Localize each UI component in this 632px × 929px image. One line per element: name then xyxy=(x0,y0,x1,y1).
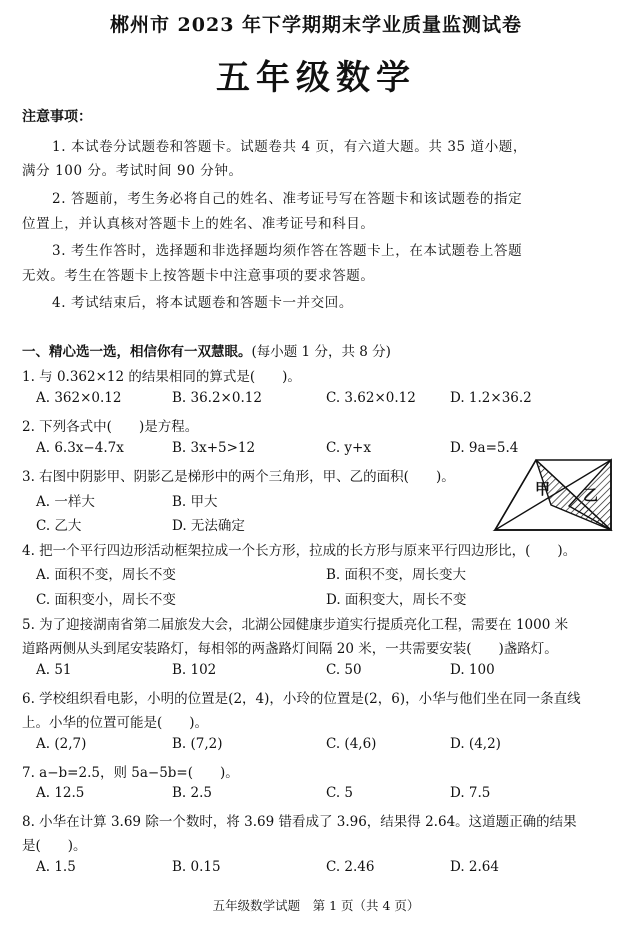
option-c[interactable]: C. 50 xyxy=(326,662,362,678)
question-stem: 4. 把一个平行四边形活动框架拉成一个长方形，拉成的长方形与原来平行四边形比，( )。 xyxy=(22,543,577,559)
trapezoid-figure xyxy=(491,458,615,536)
option-d[interactable]: D. (4,2) xyxy=(450,736,501,752)
notice-line: 4. 考试结束后，将本试题卷和答题卡一并交回。 xyxy=(52,295,353,311)
section-title: 一、精心选一选，相信你有一双慧眼。 xyxy=(22,344,252,360)
notice-line: 3. 考生作答时，选择题和非选择题均须作答在答题卡上，在本试题卷上答题 xyxy=(52,243,523,259)
notice-line: 无效。考生在答题卡上按答题卡中注意事项的要求答题。 xyxy=(22,268,375,284)
exam-title: 郴州市 2023 年下学期期末学业质量监测试卷 xyxy=(109,14,523,36)
option-d[interactable]: D. 7.5 xyxy=(450,785,491,801)
option-b[interactable]: B. 甲大 xyxy=(172,494,218,510)
question-stem-cont: 是( )。 xyxy=(22,838,87,854)
option-b[interactable]: B. 36.2×0.12 xyxy=(172,390,262,406)
option-b[interactable]: B. 3x+5>12 xyxy=(172,440,256,456)
option-d[interactable]: D. 面积变大，周长不变 xyxy=(326,592,467,608)
option-b[interactable]: B. 2.5 xyxy=(172,785,212,801)
option-d[interactable]: D. 100 xyxy=(450,662,495,678)
option-c[interactable]: C. 3.62×0.12 xyxy=(326,390,416,406)
option-b[interactable]: B. 面积不变，周长变大 xyxy=(326,567,467,583)
notice-line: 满分 100 分。考试时间 90 分钟。 xyxy=(22,163,243,179)
option-b[interactable]: B. 102 xyxy=(172,662,217,678)
trapezoid-diagram xyxy=(491,458,615,532)
option-a[interactable]: A. 362×0.12 xyxy=(36,390,122,406)
notice-heading: 注意事项： xyxy=(22,109,92,125)
question-stem-cont: 道路两侧从头到尾安装路灯，每相邻的两盏路灯间隔 20 米，一共需要安装( )盏路灯。 xyxy=(22,641,558,657)
question-stem: 7. a−b=2.5，则 5a−5b=( )。 xyxy=(22,765,239,781)
question-stem: 6. 学校组织看电影，小明的位置是(2，4)，小玲的位置是(2，6)，小华与他们坐在同一条直线 xyxy=(22,691,581,707)
question-stem: 3. 右图中阴影甲、阴影乙是梯形中的两个三角形，甲、乙的面积( )。 xyxy=(22,469,455,485)
option-d[interactable]: D. 9a=5.4 xyxy=(450,440,519,456)
question-stem: 5. 为了迎接湖南省第二届旅发大会，北湖公园健康步道实行提质亮化工程，需要在 1000 米 xyxy=(22,617,569,633)
option-a[interactable]: A. 一样大 xyxy=(36,494,95,510)
option-c[interactable]: C. 5 xyxy=(326,785,354,801)
option-a[interactable]: A. 1.5 xyxy=(36,859,76,875)
option-c[interactable]: C. y+x xyxy=(326,440,371,456)
option-b[interactable]: B. (7,2) xyxy=(172,736,223,752)
subject-title: 五年级数学 xyxy=(216,58,416,98)
label-jia: 甲 xyxy=(535,480,551,498)
label-yi: 乙 xyxy=(583,486,599,504)
section-score-note: (每小题 1 分，共 8 分) xyxy=(251,344,391,360)
option-a[interactable]: A. (2,7) xyxy=(36,736,87,752)
notice-line: 位置上，并认真核对答题卡上的姓名、准考证号和科目。 xyxy=(22,216,375,232)
question-stem: 8. 小华在计算 3.69 除一个数时，将 3.69 错看成了 3.96，结果得 2.64。这道题正确的结果 xyxy=(22,814,577,830)
option-d[interactable]: D. 2.64 xyxy=(450,859,499,875)
question-stem: 1. 与 0.362×12 的结果相同的算式是( )。 xyxy=(22,369,301,385)
option-c[interactable]: C. 乙大 xyxy=(36,518,82,534)
option-c[interactable]: C. 2.46 xyxy=(326,859,375,875)
option-d[interactable]: D. 无法确定 xyxy=(172,518,245,534)
option-d[interactable]: D. 1.2×36.2 xyxy=(450,390,532,406)
section-heading xyxy=(22,340,391,360)
option-a[interactable]: A. 12.5 xyxy=(36,785,85,801)
option-a[interactable]: A. 6.3x−4.7x xyxy=(36,440,124,456)
option-b[interactable]: B. 0.15 xyxy=(172,859,221,875)
notice-line: 1. 本试卷分试题卷和答题卡。试题卷共 4 页，有六道大题。共 35 道小题， xyxy=(52,139,528,155)
option-c[interactable]: C. 面积变小，周长不变 xyxy=(36,592,176,608)
option-c[interactable]: C. (4,6) xyxy=(326,736,377,752)
option-a[interactable]: A. 面积不变，周长不变 xyxy=(36,567,176,583)
notice-line: 2. 答题前，考生务必将自己的姓名、准考证号写在答题卡和该试题卷的指定 xyxy=(52,191,523,207)
question-stem-cont: 上。小华的位置可能是( )。 xyxy=(22,715,209,731)
question-stem: 2. 下列各式中( )是方程。 xyxy=(22,419,199,435)
page-footer: 五年级数学试题 第 1 页（共 4 页） xyxy=(212,898,420,913)
option-a[interactable]: A. 51 xyxy=(36,662,72,678)
